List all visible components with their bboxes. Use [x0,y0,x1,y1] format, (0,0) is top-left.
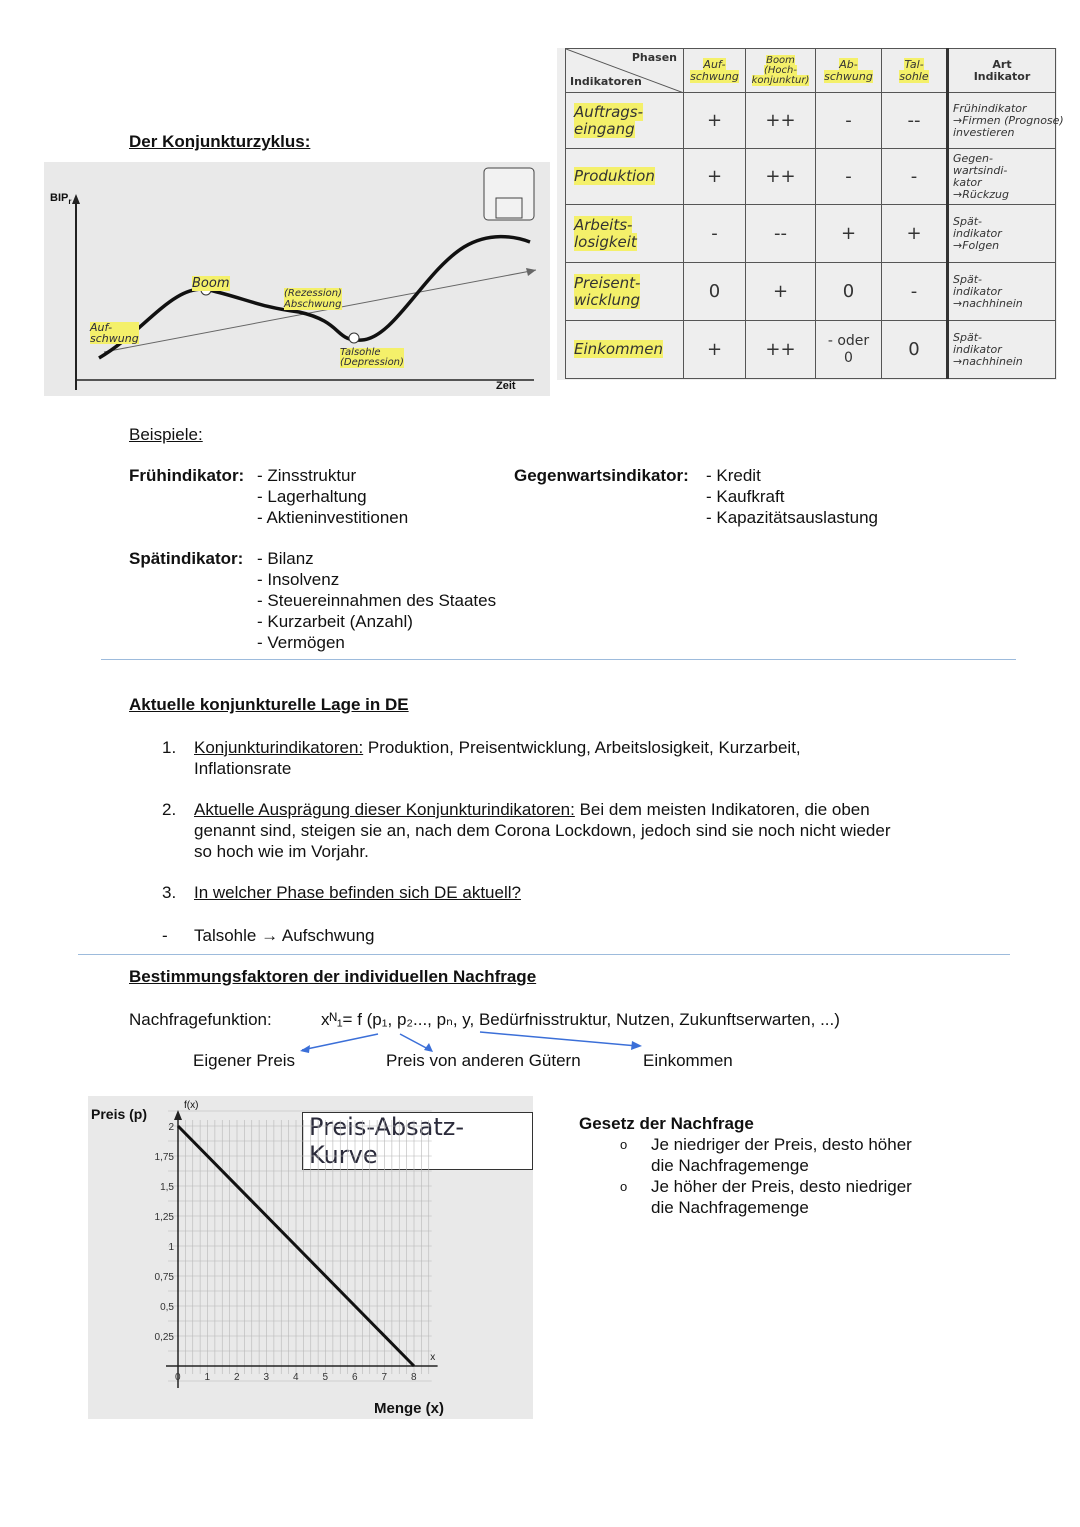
x-tick-label: 4 [293,1372,299,1383]
table-corner [566,49,684,93]
list-item: - Zinsstruktur [257,466,357,485]
list-item: - Lagerhaltung [257,487,367,506]
cell: 0 [684,263,746,321]
lage-num-3: 3. [162,883,177,902]
y-axis-arrow [174,1110,182,1120]
row-label: Preisent- wicklung [574,273,641,309]
cell: - [816,93,882,149]
list-item: - Kapazitätsauslastung [706,508,878,527]
lage-item-label: Aktuelle Ausprägung dieser Konjunkturindikatoren: [194,800,575,819]
y-tick-label: 0,5 [160,1302,174,1313]
y-tick-label: 0,75 [154,1272,174,1283]
cell: - [882,263,948,321]
pa-y-label: Preis (p) [91,1106,148,1122]
lage-item-1 [194,737,994,779]
cell: + [684,149,746,205]
bullet: o [620,1137,628,1152]
pa-chart-photo [88,1096,533,1419]
x-tick-label: 2 [234,1372,240,1383]
lage-item-text: Produktion, Preisentwicklung, Arbeitslosigkeit, Kurzarbeit, [363,738,801,757]
x-tick-label: 8 [411,1372,417,1383]
phase-talsohle: Talsohle (Depression) [340,347,404,368]
phase-aufschwung: Auf- schwung [90,321,139,345]
cell: 0 [882,321,948,379]
table-row [566,321,1056,379]
corner-indikatoren: Indikatoren [570,75,642,88]
cycle-y-axis-sub: r [68,197,72,207]
examples-heading: Beispiele: [129,425,203,444]
row-label: Arbeits- losigkeit [574,215,637,251]
row-label: Produktion [574,167,655,185]
x-tick-label: 3 [263,1372,270,1383]
art-cell: Gegen- wartsindi- kator →Rückzug [948,149,1056,205]
fn-formula: xᴺ₁= f (p₁, p₂..., pₙ, y, Bedürfnisstruktur, Nutzen, Zukunftserwarten, ...) [321,1010,840,1029]
cell: 0 [816,263,882,321]
gegen-label: Gegenwartsindikator: [514,466,689,485]
list-item: - Kredit [706,466,761,485]
fruh-list [257,465,408,528]
cell: - oder 0 [816,321,882,379]
cell: ++ [746,149,816,205]
arrow-label-other-goods: Preis von anderen Gütern [386,1051,581,1070]
lage-item-text: so hoch wie im Vorjahr. [194,842,369,861]
y-tick-label: 0,25 [154,1332,174,1343]
lage-item-text: genannt sind, steigen sie an, nach dem Corona Lockdown, jedoch sind sie noch nicht wieder [194,821,891,840]
pa-chart-svg [88,1096,533,1419]
arrow-label-own-price: Eigener Preis [193,1051,296,1070]
cycle-title: Der Konjunkturzyklus: [129,132,311,151]
list-item: - Bilanz [257,549,314,568]
art-cell: Spät- indikator →nachhinein [948,321,1056,379]
lage-item-3: In welcher Phase befinden sich DE aktuell? [194,883,521,902]
lage-num-2: 2. [162,800,177,819]
table-row [566,149,1056,205]
cycle-x-axis: Zeit [496,380,516,392]
y-tick-label: 1 [168,1242,174,1253]
pa-x-label: Menge (x) [374,1400,445,1417]
cell: + [882,205,948,263]
nachfrage-heading: Bestimmungsfaktoren der individuellen Nachfrage [129,967,537,986]
phase-header: Ab- schwung [824,57,873,83]
cycle-diagram [44,162,550,396]
x-tick-label: 0 [175,1372,181,1383]
x-axis-var: x [430,1352,436,1363]
phase-abschwung: (Rezession) Abschwung [284,288,342,310]
pa-title: Preis-Absatz-Kurve [302,1112,533,1170]
divider [101,659,1016,660]
gesetz-item-2: Je höher der Preis, desto niedriger die Nachfragemenge [651,1177,912,1217]
lage-heading: Aktuelle konjunkturelle Lage in DE [129,695,409,714]
gesetz-heading: Gesetz der Nachfrage [579,1114,754,1133]
spat-label: Spätindikator: [129,549,244,568]
corner-phasen: Phasen [631,51,677,64]
table-row [566,205,1056,263]
table-row [566,93,1056,149]
phase-header: Tal- sohle [899,57,929,83]
bullet: o [620,1179,628,1194]
cell: -- [882,93,948,149]
pa-fx-label: f(x) [184,1100,199,1111]
cell: + [684,93,746,149]
spat-list [257,548,496,653]
divider [78,954,1010,955]
cell: + [746,263,816,321]
lage-answer: Talsohle → Aufschwung [194,926,375,945]
cycle-y-axis: BIP [50,192,69,204]
y-tick-label: 1,25 [154,1212,174,1223]
table-row [566,263,1056,321]
row-label: Auftrags- eingang [574,102,644,138]
list-item: - Vermögen [257,633,345,652]
cell: + [816,205,882,263]
art-cell: Spät- indikator →nachhinein [948,263,1056,321]
cell: - [882,149,948,205]
cell: ++ [746,93,816,149]
cell: - [816,149,882,205]
cell: - [684,205,746,263]
list-item: - Kaufkraft [706,487,785,506]
lage-item-text: Inflationsrate [194,759,292,778]
answer-dash: - [162,926,168,945]
row-label: Einkommen [574,340,663,358]
cell: ++ [746,321,816,379]
x-tick-label: 5 [322,1372,329,1383]
list-item: - Kurzarbeit (Anzahl) [257,612,413,631]
cell: -- [746,205,816,263]
list-item: - Insolvenz [257,570,340,589]
phase-header: Boom (Hoch- konjunktur) [751,54,810,86]
lage-num-1: 1. [162,738,177,757]
lage-item-2 [194,799,1024,862]
arrow-label-income: Einkommen [643,1051,733,1070]
indicator-table-photo [557,48,1064,380]
list-item: - Aktieninvestitionen [257,508,409,527]
x-tick-label: 7 [381,1372,388,1383]
phase-boom: Boom [192,276,230,291]
gesetz-item-1: Je niedriger der Preis, desto höher die Nachfragemenge [651,1135,912,1175]
indicator-table [565,48,1064,379]
cell: + [684,321,746,379]
gegen-list [706,465,878,528]
lage-item-text: Bei dem meisten Indikatoren, die oben [574,800,870,819]
x-tick-label: 6 [352,1372,358,1383]
y-tick-label: 1,5 [160,1182,174,1193]
cycle-photo [44,162,550,396]
y-tick-label: 1,75 [154,1152,174,1163]
fruh-label: Frühindikator: [129,466,245,485]
fn-label: Nachfragefunktion: [129,1010,272,1029]
y-tick-label: 2 [168,1122,174,1133]
art-header: Art Indikator [948,49,1056,93]
phase-header: Auf- schwung [690,57,739,83]
art-cell: Spät- indikator →Folgen [948,205,1056,263]
lage-item-label: Konjunkturindikatoren: [194,738,364,757]
list-item: - Steuereinnahmen des Staates [257,591,497,610]
art-cell: Frühindikator →Firmen (Prognose) investieren [948,93,1056,149]
x-tick-label: 1 [204,1372,211,1383]
